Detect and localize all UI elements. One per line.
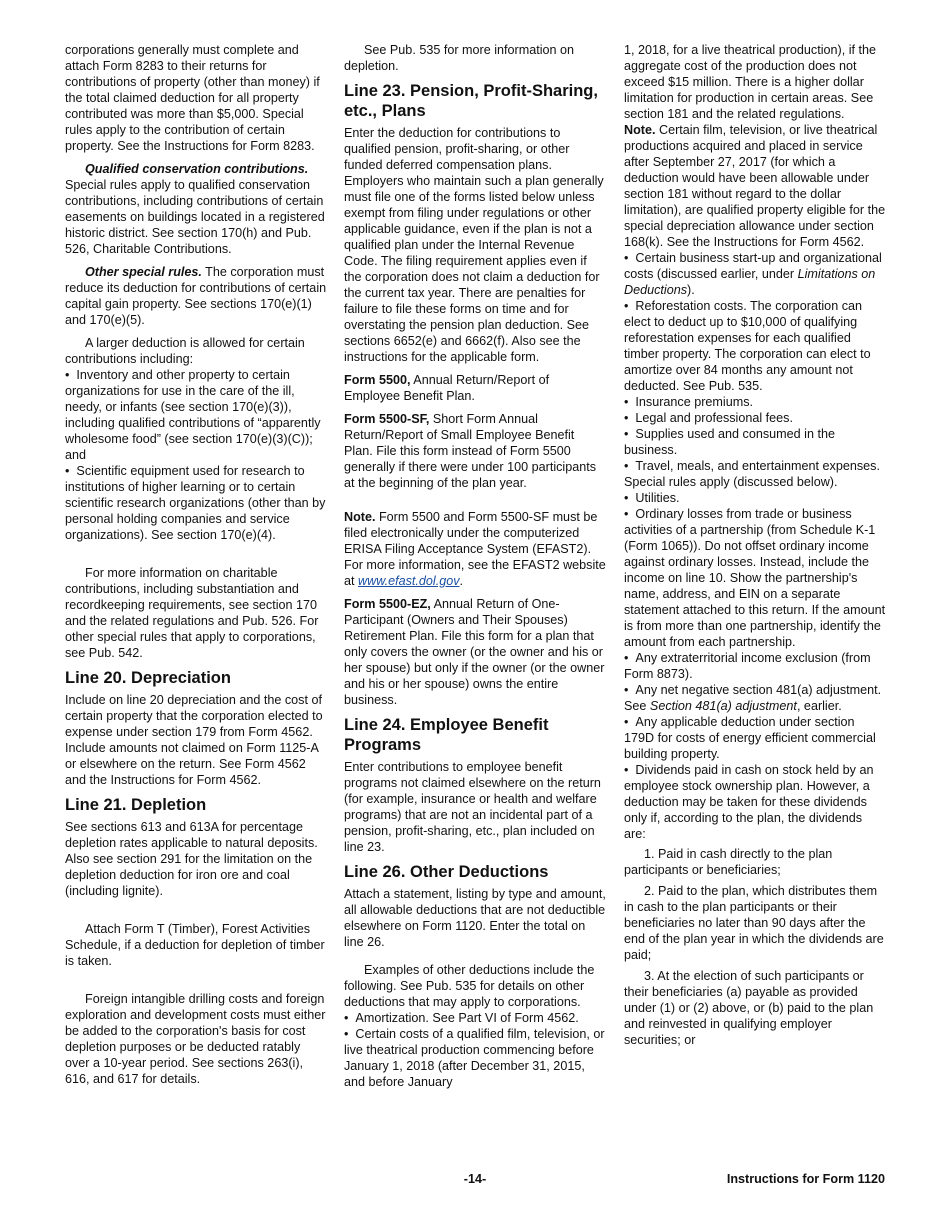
other-special-rules-text: The corporation must reduce its deduction for contributions of certain capital gain property. See sections 170(e)(1) and 170(e)(5).	[65, 265, 327, 327]
bullet-item: • Supplies used and consumed in the business.	[624, 426, 886, 458]
bullet-item: • Any net negative section 481(a) adjustment. See Section 481(a) adjustment, earlier.	[624, 682, 886, 714]
bullet-item: • Inventory and other property to certain organizations for use in the care of the ill, needy, or infants (see section 170(e)(3)), including qualified contributions of “apparently wholesome food” (see section 170(e)(3)(C)); and	[65, 367, 327, 463]
form5500ez-text: Annual Return of One-Participant (Owners and Their Spouses) Retirement Plan. File this form for a plan that only covers the owner (or the owner and his or her spouse) but only if the owner (or the owner and his or her spouse) owns the entire business.	[344, 597, 605, 707]
theatrical-continuation-paragraph: 1, 2018, for a live theatrical production), if the aggregate cost of the production does not exceed $15 million. There is a higher dollar limitation for production in certain areas. See section 181 and the related regulations.	[624, 43, 877, 121]
numbered-item: 1. Paid in cash directly to the plan participants or beneficiaries;	[624, 847, 833, 877]
depletion-pub-paragraph: See Pub. 535 for more information on depletion.	[344, 43, 575, 73]
bullet-item: • Amortization. See Part VI of Form 4562.	[344, 1010, 606, 1026]
line26-paragraph-statement: Attach a statement, listing by type and amount, all allowable deductions that are not deductible elsewhere on Form 1120. Enter the total on line 26.	[344, 887, 606, 949]
line21-paragraph-rates: See sections 613 and 613A for percentage depletion rates applicable to natural deposits. Also see section 291 for the limitation on the depletion deduction for iron ore and coal (including lignite).	[65, 820, 318, 898]
more-info-paragraph: For more information on charitable contributions, including substantiation and recordkeeping requirements, see section 170 and the related regulations and Pub. 526. For other special rules that apply to corporations, see Pub. 542.	[65, 566, 319, 660]
film-note-paragraph	[624, 122, 886, 250]
bullet-item: • Certain business start-up and organizational costs (discussed earlier, under Limitations on Deductions).	[624, 250, 886, 298]
bullet-item: • Certain costs of a qualified film, television, or live theatrical production commencing before January 1, 2018 (after December 31, 2015, and before January	[344, 1026, 606, 1090]
note-end: .	[459, 574, 464, 588]
form5500-lead: Form 5500,	[344, 373, 411, 387]
line24-heading: Line 24. Employee Benefit Programs	[344, 716, 549, 754]
numbered-item: 2. Paid to the plan, which distributes them in cash to the plan participants or their beneficiaries no later than 90 days after the end of the plan year in which the dividends are paid;	[624, 884, 884, 962]
bullet-item: • Dividends paid in cash on stock held by an employee stock ownership plan. However, a deduction may be taken for these dividends only if, according to the plan, the dividends are:	[624, 762, 886, 842]
bullet-item: • Travel, meals, and entertainment expenses. Special rules apply (discussed below).	[624, 458, 886, 490]
line21-paragraph-foreign: Foreign intangible drilling costs and foreign exploration and development costs must either be added to the corporation's basis for cost depletion purposes or be deducted ratably over a 10-year period. See sections 263(i), 616, and 617 for details.	[65, 992, 326, 1086]
line21-heading: Line 21. Depletion	[65, 796, 207, 814]
numbered-item: 3. At the election of such participants or their beneficiaries (a) payable as provided under (1) or (2) above, or (b) paid to the plan and reinvested in qualifying employer securities; or	[624, 969, 874, 1047]
line23-heading: Line 23. Pension, Profit-Sharing, etc., Plans	[344, 82, 598, 120]
bullet-item: • Utilities.	[624, 490, 886, 506]
other-special-rules-lead: Other special rules.	[85, 265, 202, 279]
line26-heading: Line 26. Other Deductions	[344, 863, 549, 881]
note-lead: Note.	[624, 123, 656, 137]
column-left	[65, 42, 327, 1094]
efast-link[interactable]: www.efast.dol.gov	[358, 574, 460, 588]
other-special-rules-paragraph	[65, 264, 327, 328]
line24-paragraph: Enter contributions to employee benefit programs not claimed elsewhere on the return (for example, insurance or health and welfare programs) that are not an incidental part of a pension, profit-sharing, etc., plan included on line 23.	[344, 760, 601, 854]
line26-paragraph-examples: Examples of other deductions include the following. See Pub. 535 for details on other deductions that may apply to corporations.	[344, 963, 595, 1009]
bullet-item: • Any extraterritorial income exclusion (from Form 8873).	[624, 650, 886, 682]
column-middle	[344, 42, 606, 1090]
bullet-item: • Legal and professional fees.	[624, 410, 886, 426]
contribution-paragraph: corporations generally must complete and attach Form 8283 to their returns for contributions of property (other than money) if the total claimed deduction for all property contributed was more than $5,000. Special rules apply to the contribution of certain property. See the Instructions for Form 8283.	[65, 43, 320, 153]
line20-paragraph: Include on line 20 depreciation and the cost of certain property that the corporation elected to expense under section 179 from Form 4562. Include amounts not claimed on Form 1125-A or elsewhere on the return. See Form 4562 and the Instructions for Form 4562.	[65, 693, 323, 787]
form5500sf-text: Short Form Annual Return/Report of Small Employee Benefit Plan. File this form instead of Form 5500 generally if there were under 100 participants at the beginning of the plan year.	[344, 412, 597, 490]
bullet-item: • Insurance premiums.	[624, 394, 886, 410]
note-lead: Note.	[344, 510, 376, 524]
form-title: Instructions for Form 1120	[726, 1172, 885, 1186]
form5500sf-lead: Form 5500-SF,	[344, 412, 430, 426]
note-text: Certain film, television, or live theatrical productions acquired and placed in service after September 27, 2017 (for which a deduction would have been allowable under section 181 without regard to the dollar limitation), are qualified property eligible for the special depreciation allowance under section 168(k). See the Instructions for Form 4562.	[624, 123, 886, 249]
form5500ez-lead: Form 5500-EZ,	[344, 597, 431, 611]
qualified-conservation-text: Special rules apply to qualified conservation contributions, including contributions of certain easements on buildings located in a registered historic district. See section 170(h) and Pub. 526, Charitable Contributions.	[65, 178, 325, 256]
line21-paragraph-timber: Attach Form T (Timber), Forest Activities Schedule, if a deduction for depletion of timber is taken.	[65, 922, 325, 968]
page-number: -14-	[463, 1172, 487, 1186]
bullet-item: • Ordinary losses from trade or business activities of a partnership (from Schedule K-1 (Form 1065)). Do not offset ordinary income against ordinary losses. Instead, include the income on line 10. Show the partnership's name, address, and EIN on a separate statement attached to this return. If the amount is from more than one partnership, identify the amount from each partnership.	[624, 506, 886, 650]
column-right	[624, 42, 886, 1053]
bullet-item: • Scientific equipment used for research to institutions of higher learning or to certain scientific research organizations (other than by personal holding companies and service organizations). See section 170(e)(4).	[65, 463, 327, 543]
note-text: Form 5500 and Form 5500-SF must be filed electronically under the computerized ERISA Filing Acceptance System (EFAST2). For more information, see the EFAST2 website at	[344, 510, 606, 588]
form5500ez-paragraph	[344, 596, 606, 708]
form5500-paragraph	[344, 372, 606, 404]
efast-note-paragraph	[344, 509, 606, 589]
form5500sf-paragraph	[344, 411, 606, 491]
bullet-item: • Any applicable deduction under section 179D for costs of energy efficient commercial building property.	[624, 714, 886, 762]
larger-deduction-paragraph: A larger deduction is allowed for certain contributions including:	[65, 336, 305, 366]
qualified-conservation-lead: Qualified conservation contributions.	[85, 162, 309, 176]
bullet-item: • Reforestation costs. The corporation can elect to deduct up to $10,000 of qualifying reforestation expenses for each qualified timber property. The corporation can elect to amortize over 84 months any amount not deducted. See Pub. 535.	[624, 298, 886, 394]
line23-paragraph: Enter the deduction for contributions to qualified pension, profit-sharing, or other funded deferred compensation plans. Employers who maintain such a plan generally must file one of the forms listed below unless exempt from filing under regulations or other applicable guidance, even if the plan is not a qualified plan under the Internal Revenue Code. The filing requirement applies even if the corporation does not claim a deduction for the current tax year. There are penalties for failure to file these forms on time and for overstating the pension plan deduction. See sections 6652(e) and 6662(f). Also see the instructions for the applicable form.	[344, 126, 604, 364]
line20-heading: Line 20. Depreciation	[65, 669, 231, 687]
form5500-text: Annual Return/Report of Employee Benefit Plan.	[344, 373, 550, 403]
qualified-conservation-paragraph	[65, 161, 327, 257]
